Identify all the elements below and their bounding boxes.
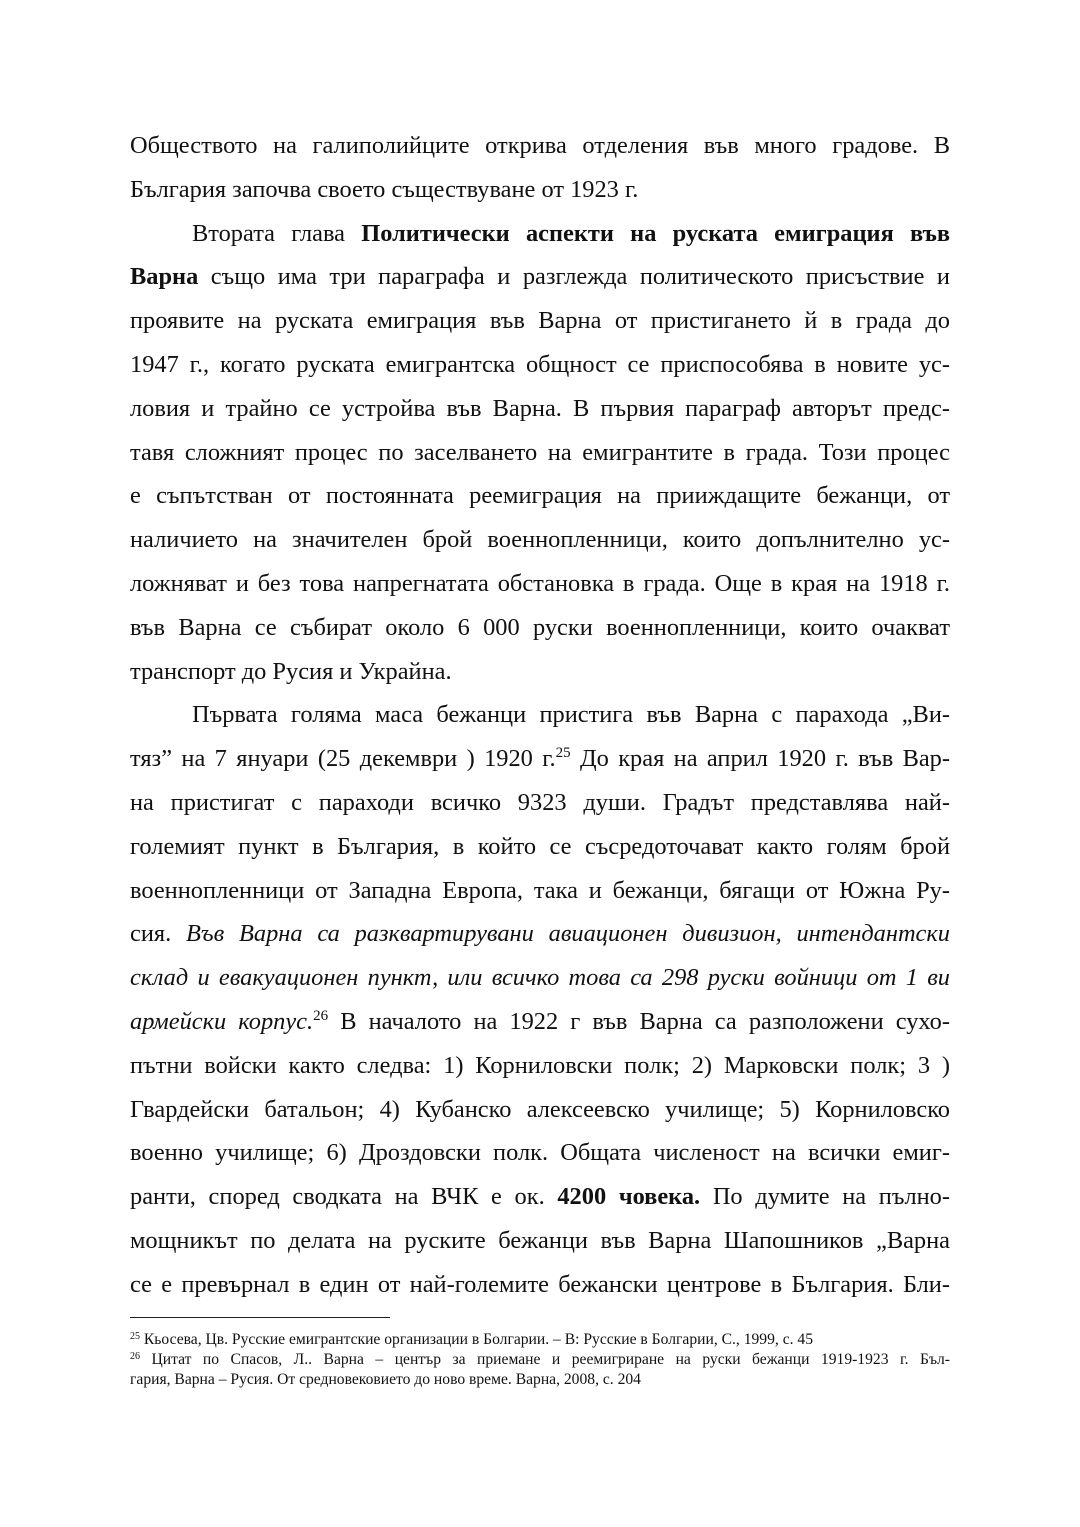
footnote-25 xyxy=(130,1330,950,1350)
paragraph-line xyxy=(130,255,950,299)
paragraph-line: България започва своето съществуване от 1923 г. xyxy=(130,175,639,203)
chapter-title-bold: Варна xyxy=(130,263,199,291)
paragraph-line: пътни войски както следва: 1) Корниловски полк; 2) Марковски полк; 3 ) xyxy=(130,1051,950,1079)
paragraph-line: големият пункт в България, в който се съсредоточават както голям брой xyxy=(130,832,950,860)
footnote-ref-26[interactable]: 26 xyxy=(313,1007,329,1024)
italic-quote: армейски корпус. xyxy=(130,1007,314,1035)
paragraph-line: във Варна се събират около 6 000 руски военнопленници, които очакват xyxy=(130,613,950,641)
italic-quote: склад и евакуационен пункт, или всичко това са 298 руски войници от 1 ви xyxy=(130,964,950,992)
chapter-title-bold: Политически аспекти на руската емиграция във xyxy=(361,219,950,247)
footnote-text: Кьосева, Цв. Русские емигрантские организации в Болгарии. – В: Русские в Болгарии, С., 1999, с. 45 xyxy=(140,1331,814,1348)
paragraph-line: военнопленници от Западна Европа, така и бежанци, бягащи от Южна Ру- xyxy=(130,876,950,904)
text-run: По думите на пълно- xyxy=(700,1183,950,1211)
paragraph-line: Първата голяма маса бежанци пристига във Варна с парахода „Ви- xyxy=(192,701,950,729)
paragraph-line xyxy=(130,956,950,1000)
paragraph-line: проявите на руската емиграция във Варна от пристигането й в града до xyxy=(130,307,950,335)
text-run: ранти, според сводката на ВЧК е ок. xyxy=(130,1183,558,1211)
footnote-number: 25 xyxy=(130,1331,140,1342)
paragraph-line: наличието на значителен брой военнопленници, които допълнително ус- xyxy=(130,526,950,554)
footnotes xyxy=(130,1330,950,1389)
paragraph-line: мощникът по делата на руските бежанци във Варна Шапошников „Варна xyxy=(130,1226,950,1254)
paragraph-line: ложняват и без това напрегнатата обстановка в града. Още в края на 1918 г. xyxy=(130,569,950,597)
text-run: сия. xyxy=(130,920,187,948)
paragraph-line: 1947 г., когато руската емигрантска общност се приспособява в новите ус- xyxy=(130,350,950,378)
paragraph-line xyxy=(130,1000,950,1044)
footnote-text: Цитат по Спасов, Л.. Варна – център за приемане и реемигриране на руски бежанци 1919-1923 г. Бъл- xyxy=(140,1350,950,1368)
paragraph-line xyxy=(130,737,950,781)
paragraph-line: е съпътстван от постоянната реемиграция на прииждащите бежанци, от xyxy=(130,482,950,510)
footnote-26-cont: гария, Варна – Русия. От средновековието до ново време. Варна, 2008, с. 204 xyxy=(130,1370,641,1388)
footnote-26 xyxy=(130,1350,950,1370)
paragraph-line: Гвардейски батальон; 4) Кубанско алексеевско училище; 5) Корниловско xyxy=(130,1095,950,1123)
paragraph-line: Обществото на галиполийците открива отделения във много градове. В xyxy=(130,132,950,159)
paragraph-line: военно училище; 6) Дроздовски полк. Общата численост на всички емиг- xyxy=(130,1139,950,1167)
italic-quote: Във Варна са разквартирувани авиационен дивизион, интендантски xyxy=(186,920,950,948)
paragraph-line: транспорт до Русия и Украйна. xyxy=(130,657,452,685)
footnote-ref-25[interactable]: 25 xyxy=(555,745,571,762)
paragraph-line xyxy=(130,1175,950,1219)
paragraph-line xyxy=(130,912,950,956)
paragraph-line: ловия и трайно се устройва във Варна. В първия параграф авторът предс- xyxy=(130,394,950,422)
text-run: също има три параграфа и разглежда политическото присъствие и xyxy=(198,263,950,291)
paragraph-line: на пристигат с параходи всичко 9323 души. Градът представлява най- xyxy=(130,788,950,816)
text-run: Втората глава xyxy=(192,219,362,247)
text-run: В началото на 1922 г във Варна са разположени сухо- xyxy=(328,1007,951,1035)
paragraph-line: тавя сложният процес по заселването на емигрантите в града. Този процес xyxy=(130,438,950,466)
footnote-number: 26 xyxy=(130,1350,140,1362)
footnote-divider xyxy=(130,1317,390,1318)
paragraph-line xyxy=(130,212,950,256)
paragraph-line: се е превърнал в един от най-големите бежански центрове в България. Бли- xyxy=(130,1270,950,1298)
bold-figure: 4200 човека. xyxy=(557,1183,701,1211)
text-run: тяз” на 7 януари (25 декември ) 1920 г. xyxy=(130,745,556,773)
text-run: До края на април 1920 г. във Вар- xyxy=(570,745,950,773)
page-body xyxy=(130,124,950,1307)
